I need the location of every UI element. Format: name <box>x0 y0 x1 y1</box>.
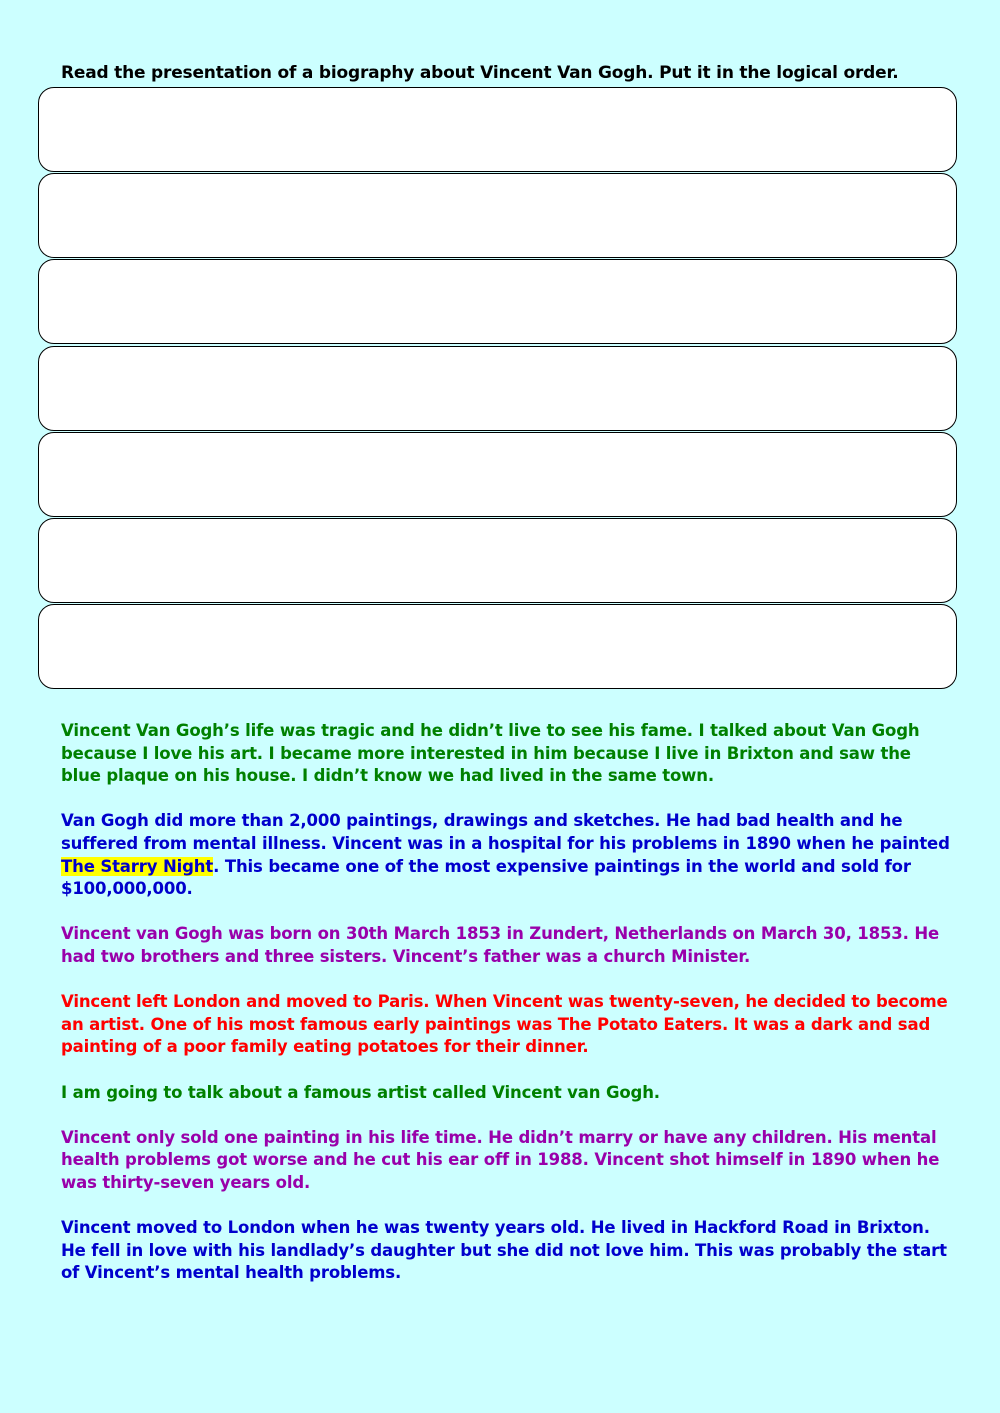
answer-box-1[interactable] <box>38 87 957 172</box>
answer-box-3[interactable] <box>38 259 957 344</box>
paragraph-conclusion[interactable]: Vincent Van Gogh’s life was tragic and he didn’t live to see his fame. I talked about Van Gogh because I love his art. I became more interested in him because I live in Brixton and saw the blue plaque on his house. I didn’t know we had lived in the same town. <box>61 721 920 786</box>
answer-box-5[interactable] <box>38 432 957 517</box>
paragraph-starry-night-text-2: . This became one of the most expensive paintings in the world and sold for $100,000,000. <box>61 856 911 899</box>
starry-night-highlight: The Starry Night <box>61 856 214 876</box>
answer-box-6[interactable] <box>38 518 957 603</box>
paragraph-starry-night-text-1: Van Gogh did more than 2,000 paintings, drawings and sketches. He had bad health and he suffered from mental illness. Vincent was in a hospital for his problems in 1890 when he painted <box>61 811 950 853</box>
paragraph-death[interactable]: Vincent only sold one painting in his life time. He didn’t marry or have any children. His mental health problems got worse and he cut his ear off in 1988. Vincent shot himself in 1890 when he was thirty-seven years old. <box>61 1127 940 1192</box>
instruction-heading: Read the presentation of a biography about Vincent Van Gogh. Put it in the logical order. <box>61 63 899 83</box>
paragraph-paris[interactable]: Vincent left London and moved to Paris. When Vincent was twenty-seven, he decided to become an artist. One of his most famous early paintings was The Potato Eaters. It was a dark and sad painting of a poor family eating potatoes for their dinner. <box>61 992 948 1057</box>
paragraph-introduction[interactable]: I am going to talk about a famous artist called Vincent van Gogh. <box>61 1082 660 1102</box>
answer-box-7[interactable] <box>38 604 957 689</box>
paragraph-birth[interactable]: Vincent van Gogh was born on 30th March 1853 in Zundert, Netherlands on March 30, 1853. He had two brothers and three sisters. Vincent’s father was a church Minister. <box>61 924 940 966</box>
paragraph-london[interactable]: Vincent moved to London when he was twenty years old. He lived in Hackford Road in Brixton. He fell in love with his landlady’s daughter but she did not love him. This was probably the start of Vincent’s mental health problems. <box>61 1218 947 1283</box>
answer-box-2[interactable] <box>38 173 957 258</box>
answer-box-4[interactable] <box>38 346 957 431</box>
biography-paragraphs <box>61 720 951 1307</box>
paragraph-starry-night[interactable] <box>61 810 951 900</box>
